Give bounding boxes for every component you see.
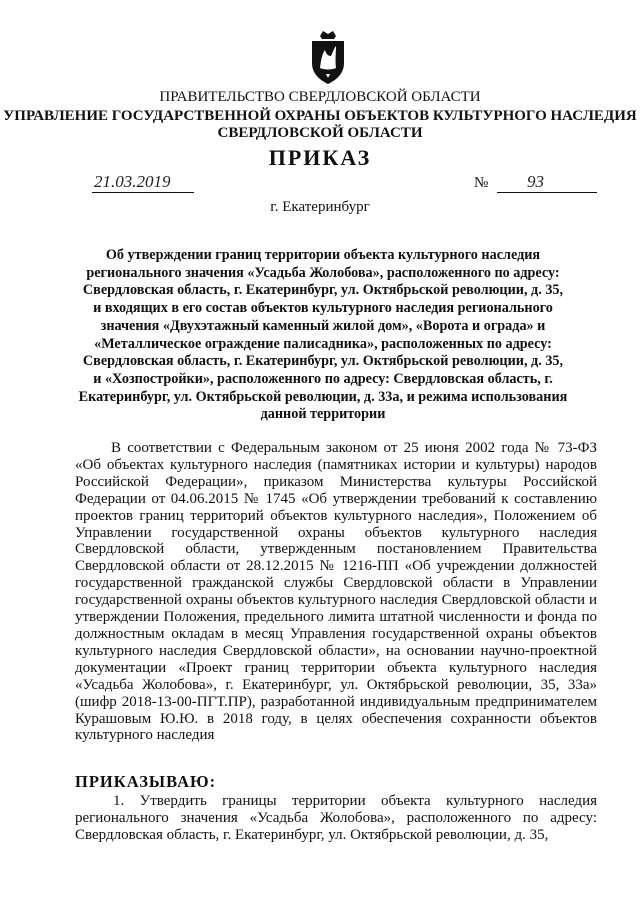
order-word: ПРИКАЗЫВАЮ: xyxy=(75,772,217,791)
coat-of-arms-icon xyxy=(308,30,348,85)
point-1: 1. Утвердить границы территории объекта культурного наследия регионального значения «Усадьба Жолобова», расположенного по адресу: Свердловская область, г. Екатеринбург, ул. Октябрьской революции, д. 35, xyxy=(75,793,597,843)
government-name: ПРАВИТЕЛЬСТВО СВЕРДЛОВСКОЙ ОБЛАСТИ xyxy=(159,89,481,105)
city: г. Екатеринбург xyxy=(270,199,370,215)
document-number: 93 xyxy=(497,172,597,193)
preamble-paragraph: В соответствии с Федеральным законом от 25 июня 2002 года № 73-ФЗ «Об объектах культурного наследия (памятниках истории и культуры) народов Российской Федерации», приказом Министерства культуры Российской Федерации от 04.06.2015 № 1745 «Об утверждении требований к составлению проектов границ территорий объектов культурного наследия», Положением об Управлении государственной охраны объектов культурного наследия Свердловской области, утвержденным постановлением Правительства Свердловской области от 28.12.2015 № 1216-ПП «Об учреждении должностей государственной гражданской службы Свердловской области в Управлении государственной охраны объектов культурного наследия Свердловской области и утверждении Положения, предельного лимита штатной численности и фонда по должностным окладам в месяц Управления государственной охраны объектов культурного наследия Свердловской области», на основании научно-проектной документации «Проект границ территории объекта культурного наследия «Усадьба Жолобова», г. Екатеринбург, ул. Октябрьской революции, 35, 33а» (шифр 2018-13-00-ПГТ.ПР), разработанной индивидуальным предпринимателем Курашовым Ю.Ю. в 2018 году, в целях обеспечения сохранности объектов культурного наследия xyxy=(75,440,597,744)
number-label: № xyxy=(474,175,489,191)
department-line-2: СВЕРДЛОВСКОЙ ОБЛАСТИ xyxy=(217,125,423,141)
document-type: ПРИКАЗ xyxy=(268,145,372,170)
order-heading: Об утверждении границ территории объекта культурного наследия регионального значения «Усадьба Жолобова», расположенного по адресу: Свердловская область, г. Екатеринбург, ул. Октябрьской революции, д. 35, и входящих в его состав объектов культурного наследия регионального значения «Двухэтажный каменный жилой дом», «Ворота и ограда» и «Металлическое ограждение палисадника», расположенных по адресу: Свердловская область, г. Екатеринбург, ул. Октябрьской революции, д. 35, и «Хозпостройки», расположенного по адресу: Свердловская область, г. Екатеринбург, ул. Октябрьской революции, д. 33а, и режима использования данной территории xyxy=(78,247,568,423)
document-date: 21.03.2019 xyxy=(92,172,194,193)
department-name xyxy=(0,108,640,142)
department-line-1: УПРАВЛЕНИЕ ГОСУДАРСТВЕННОЙ ОХРАНЫ ОБЪЕКТОВ КУЛЬТУРНОГО НАСЛЕДИЯ xyxy=(3,108,637,124)
